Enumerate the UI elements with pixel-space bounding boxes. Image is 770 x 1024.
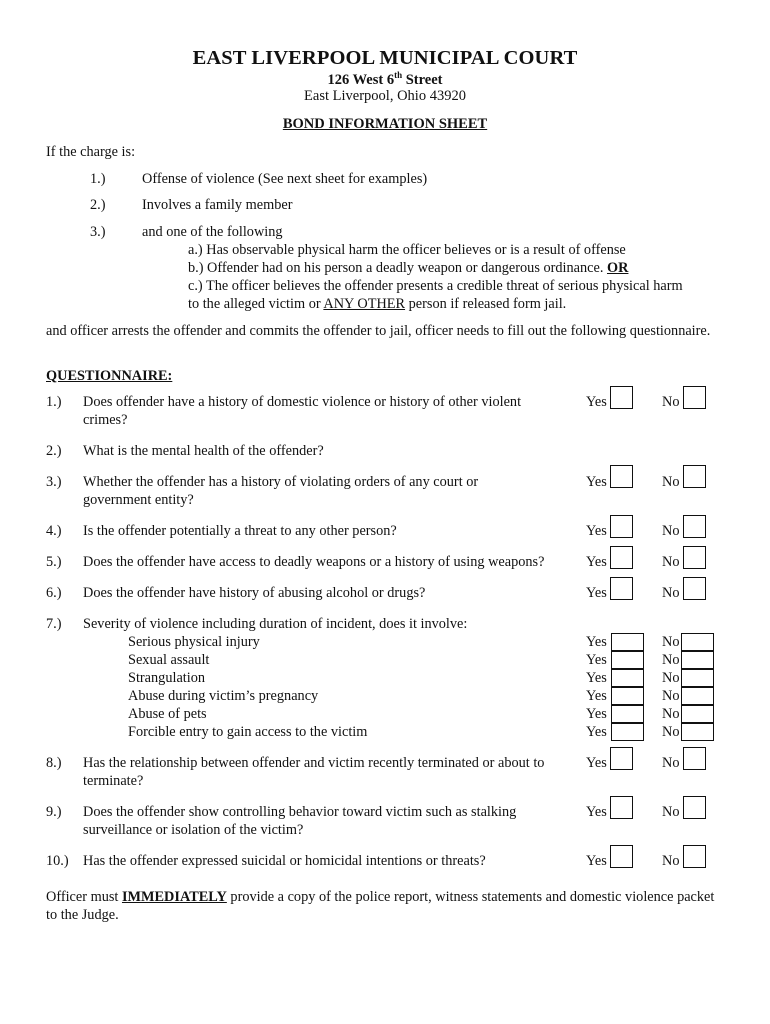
question-4-number: 4.) <box>46 523 62 539</box>
if-charge-label: If the charge is: <box>46 144 136 160</box>
question-3-number: 3.) <box>46 474 62 490</box>
question-3-text-cont: government entity? <box>83 492 194 508</box>
court-name: EAST LIVERPOOL MUNICIPAL COURT <box>192 47 578 69</box>
sub-item-b: b.) Offender had on his person a deadly weapon or dangerous ordinance. OR <box>188 260 629 276</box>
severity-4-yes-label: Yes <box>586 688 607 704</box>
question-1-yes-checkbox[interactable] <box>610 386 633 409</box>
question-9-text-cont: surveillance or isolation of the victim? <box>83 822 304 838</box>
question-8-yes-label: Yes <box>586 755 607 771</box>
charge-2-text: Involves a family member <box>142 197 293 213</box>
question-1-text-cont: crimes? <box>83 412 128 428</box>
question-4-yes-checkbox[interactable] <box>610 515 633 538</box>
severity-1-yes-checkbox[interactable] <box>611 633 644 651</box>
question-6-no-checkbox[interactable] <box>683 577 706 600</box>
severity-3-yes-label: Yes <box>586 670 607 686</box>
question-3-text: Whether the offender has a history of violating orders of any court or <box>83 474 479 490</box>
charge-3-number: 3.) <box>90 224 106 240</box>
sub-item-c-line2: to the alleged victim or ANY OTHER person if released form jail. <box>188 296 567 312</box>
severity-item: Strangulation <box>128 670 206 686</box>
severity-6-no-label: No <box>662 724 680 740</box>
question-4-no-label: No <box>662 523 680 539</box>
severity-2-no-label: No <box>662 652 680 668</box>
severity-2-yes-checkbox[interactable] <box>611 651 644 669</box>
severity-item: Abuse of pets <box>128 706 207 722</box>
question-10-number: 10.) <box>46 853 69 869</box>
severity-1-no-checkbox[interactable] <box>681 633 714 651</box>
question-8-no-checkbox[interactable] <box>683 747 706 770</box>
question-2-number: 2.) <box>46 443 62 459</box>
question-5-text: Does the offender have access to deadly weapons or a history of using weapons? <box>83 554 545 570</box>
severity-item: Abuse during victim’s pregnancy <box>128 688 319 704</box>
severity-5-yes-label: Yes <box>586 706 607 722</box>
question-8-text-cont: terminate? <box>83 773 144 789</box>
question-1-no-checkbox[interactable] <box>683 386 706 409</box>
question-3-yes-label: Yes <box>586 474 607 490</box>
severity-item: Forcible entry to gain access to the victim <box>128 724 368 740</box>
or-emphasis: OR <box>606 260 629 276</box>
question-1-no-label: No <box>662 394 680 410</box>
charge-2-number: 2.) <box>90 197 106 213</box>
question-7-text: Severity of violence including duration of incident, does it involve: <box>83 616 468 632</box>
questionnaire-heading: QUESTIONNAIRE: <box>46 368 173 384</box>
question-10-no-checkbox[interactable] <box>683 845 706 868</box>
question-8-text: Has the relationship between offender and victim recently terminated or about to <box>83 755 545 771</box>
severity-3-no-label: No <box>662 670 680 686</box>
question-3-yes-checkbox[interactable] <box>610 465 633 488</box>
severity-1-no-label: No <box>662 634 680 650</box>
immediately-emphasis: IMMEDIATELY <box>121 889 227 905</box>
question-5-no-label: No <box>662 554 680 570</box>
question-6-number: 6.) <box>46 585 62 601</box>
severity-item: Sexual assault <box>128 652 210 668</box>
question-10-text: Has the offender expressed suicidal or homicidal intentions or threats? <box>83 853 486 869</box>
question-5-number: 5.) <box>46 554 62 570</box>
charge-1-number: 1.) <box>90 171 106 187</box>
question-9-number: 9.) <box>46 804 62 820</box>
sheet-title: BOND INFORMATION SHEET <box>282 116 488 132</box>
charge-3-text: and one of the following <box>142 224 283 240</box>
question-1-text: Does offender have a history of domestic violence or history of other violent <box>83 394 522 410</box>
severity-1-yes-label: Yes <box>586 634 607 650</box>
severity-3-no-checkbox[interactable] <box>681 669 714 687</box>
question-7-number: 7.) <box>46 616 62 632</box>
footer-instruction: Officer must IMMEDIATELY provide a copy of the police report, witness statements and domestic violence packet to the Judge. <box>46 889 715 923</box>
question-9-text: Does the offender show controlling behavior toward victim such as stalking <box>83 804 517 820</box>
severity-item: Serious physical injury <box>128 634 260 650</box>
question-5-yes-checkbox[interactable] <box>610 546 633 569</box>
question-9-yes-label: Yes <box>586 804 607 820</box>
question-10-yes-label: Yes <box>586 853 607 869</box>
sub-item-c-line1: c.) The officer believes the offender presents a credible threat of serious physical harm <box>188 278 683 294</box>
question-4-yes-label: Yes <box>586 523 607 539</box>
severity-4-no-label: No <box>662 688 680 704</box>
question-8-yes-checkbox[interactable] <box>610 747 633 770</box>
severity-5-no-label: No <box>662 706 680 722</box>
question-2-text: What is the mental health of the offender? <box>83 443 324 459</box>
question-5-yes-label: Yes <box>586 554 607 570</box>
question-9-yes-checkbox[interactable] <box>610 796 633 819</box>
question-8-no-label: No <box>662 755 680 771</box>
street-address: 126 West 6th Street <box>327 70 443 88</box>
arrest-paragraph: and officer arrests the offender and commits the offender to jail, officer needs to fill out the following questionnaire. <box>46 323 711 339</box>
severity-5-yes-checkbox[interactable] <box>611 705 644 723</box>
question-4-no-checkbox[interactable] <box>683 515 706 538</box>
severity-5-no-checkbox[interactable] <box>681 705 714 723</box>
question-3-no-checkbox[interactable] <box>683 465 706 488</box>
question-4-text: Is the offender potentially a threat to any other person? <box>83 523 397 539</box>
sub-item-a: a.) Has observable physical harm the officer believes or is a result of offense <box>188 242 626 258</box>
question-10-no-label: No <box>662 853 680 869</box>
severity-4-yes-checkbox[interactable] <box>611 687 644 705</box>
question-9-no-label: No <box>662 804 680 820</box>
city-line: East Liverpool, Ohio 43920 <box>304 88 466 104</box>
question-6-text: Does the offender have history of abusing alcohol or drugs? <box>83 585 426 601</box>
severity-6-yes-checkbox[interactable] <box>611 723 644 741</box>
severity-2-yes-label: Yes <box>586 652 607 668</box>
question-6-yes-label: Yes <box>586 585 607 601</box>
question-1-number: 1.) <box>46 394 62 410</box>
question-10-yes-checkbox[interactable] <box>610 845 633 868</box>
severity-3-yes-checkbox[interactable] <box>611 669 644 687</box>
severity-6-no-checkbox[interactable] <box>681 723 714 741</box>
severity-6-yes-label: Yes <box>586 724 607 740</box>
question-9-no-checkbox[interactable] <box>683 796 706 819</box>
question-5-no-checkbox[interactable] <box>683 546 706 569</box>
question-6-yes-checkbox[interactable] <box>610 577 633 600</box>
question-6-no-label: No <box>662 585 680 601</box>
severity-2-no-checkbox[interactable] <box>681 651 714 669</box>
severity-4-no-checkbox[interactable] <box>681 687 714 705</box>
question-3-no-label: No <box>662 474 680 490</box>
question-1-yes-label: Yes <box>586 394 607 410</box>
question-8-number: 8.) <box>46 755 62 771</box>
charge-1-text: Offense of violence (See next sheet for examples) <box>142 171 428 187</box>
